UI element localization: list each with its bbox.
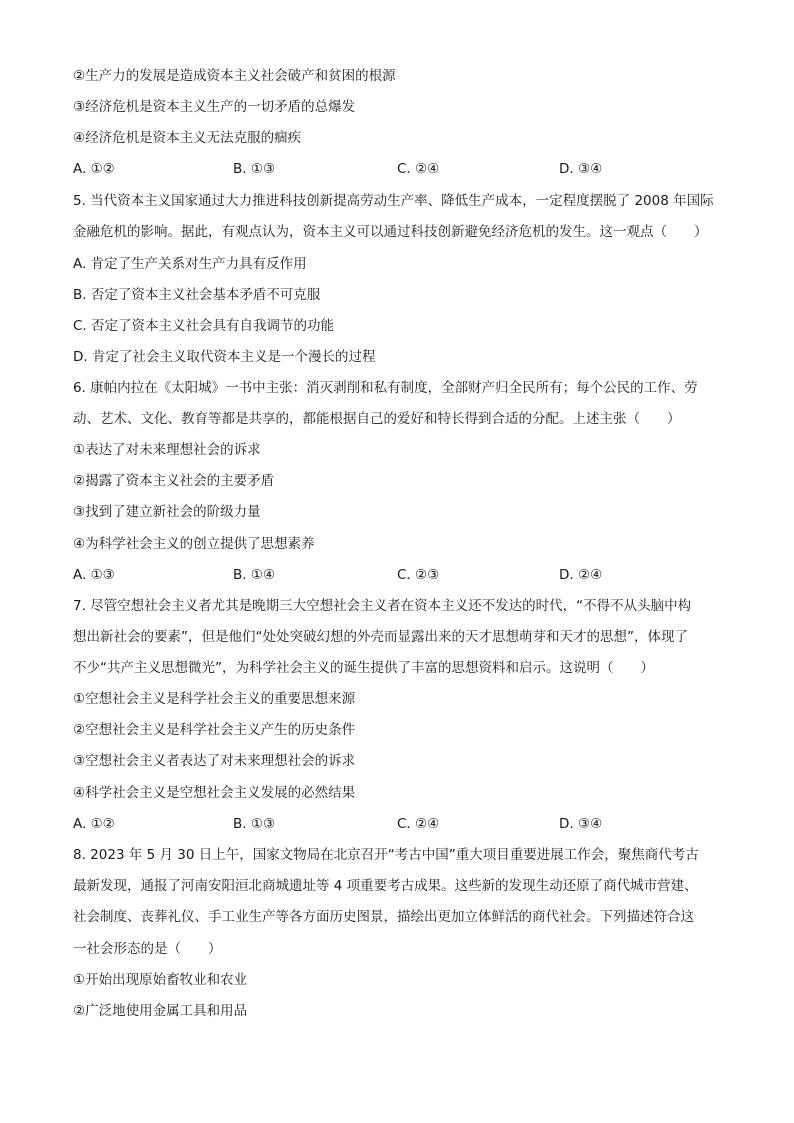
text-line: ①开始出现原始畜牧业和农业 — [73, 972, 248, 988]
option-a: A. ①② — [73, 816, 115, 832]
question-8-text: 8. 2023 年 5 月 30 日上午，国家文物局在北京召开“考古中国”重大项目重要进展工作会，聚焦商代考古 — [73, 847, 699, 863]
text-line: ②空想社会主义是科学社会主义产生的历史条件 — [73, 722, 356, 738]
question-6-text: 动、艺术、文化、教育等都是共享的，都能根据自己的爱好和特长得到合适的分配。上述主张（ ） — [73, 411, 681, 427]
question-7-text: 7. 尽管空想社会主义者尤其是晚期三大空想社会主义者在资本主义还不发达的时代，“不得不从头脑中构 — [73, 598, 692, 614]
option-c: C. ②④ — [397, 161, 440, 177]
option-d: D. ②④ — [559, 567, 603, 583]
option-d: D. ③④ — [559, 161, 603, 177]
text-line: ③找到了建立新社会的阶级力量 — [73, 504, 261, 520]
question-6-text: 6. 康帕内拉在《太阳城》一书中主张：消灭剥削和私有制度，全部财产归全民所有；每个公民的工作、劳 — [73, 380, 698, 396]
question-5-option-c: C. 否定了资本主义社会具有自我调节的功能 — [73, 318, 335, 334]
question-7-text: 想出新社会的要素”，但是他们“处处突破幻想的外壳而显露出来的天才思想萌芽和天才的思想”，体现了 — [73, 629, 688, 645]
text-line: ①表达了对未来理想社会的诉求 — [73, 442, 261, 458]
question-5-text: 5. 当代资本主义国家通过大力推进科技创新提高劳动生产率、降低生产成本，一定程度摆脱了 2008 年国际 — [73, 193, 714, 209]
text-line: ④科学社会主义是空想社会主义发展的必然结果 — [73, 785, 356, 801]
option-b: B. ①③ — [233, 816, 276, 832]
question-7-text: 不少“共产主义思想微光”，为科学社会主义的诞生提供了丰富的思想资料和启示。这说明（ ） — [73, 660, 654, 676]
question-8-text: 社会制度、丧葬礼仪、手工业生产等各方面历史图景，描绘出更加立体鲜活的商代社会。下列描述符合这 — [73, 909, 694, 925]
option-b: B. ①③ — [233, 161, 276, 177]
question-5-option-a: A. 肯定了生产关系对生产力具有反作用 — [73, 256, 307, 272]
text-line: ②生产力的发展是造成资本主义社会破产和贫困的根源 — [73, 68, 396, 84]
text-line: ③经济危机是资本主义生产的一切矛盾的总爆发 — [73, 99, 356, 115]
option-a: A. ①② — [73, 161, 115, 177]
option-c: C. ②④ — [397, 816, 440, 832]
question-5-option-d: D. 肯定了社会主义取代资本主义是一个漫长的过程 — [73, 349, 376, 365]
question-5-text: 金融危机的影响。据此，有观点认为，资本主义可以通过科技创新避免经济危机的发生。这一观点（ ） — [73, 224, 708, 240]
option-d: D. ③④ — [559, 816, 603, 832]
text-line: ②揭露了资本主义社会的主要矛盾 — [73, 473, 275, 489]
question-5-option-b: B. 否定了资本主义社会基本矛盾不可克服 — [73, 287, 321, 303]
question-8-text: 最新发现，通报了河南安阳洹北商城遗址等 4 项重要考古成果。这些新的发现生动还原了商代城市营建、 — [73, 878, 698, 894]
option-b: B. ①④ — [233, 567, 276, 583]
option-c: C. ②③ — [397, 567, 440, 583]
text-line: ④经济危机是资本主义无法克服的痼疾 — [73, 130, 302, 146]
text-line: ①空想社会主义是科学社会主义的重要思想来源 — [73, 691, 356, 707]
text-line: ②广泛地使用金属工具和用品 — [73, 1003, 248, 1019]
option-a: A. ①③ — [73, 567, 115, 583]
text-line: ④为科学社会主义的创立提供了思想素养 — [73, 536, 315, 552]
text-line: ③空想社会主义者表达了对未来理想社会的诉求 — [73, 753, 356, 769]
question-8-text: 一社会形态的是（ ） — [73, 941, 222, 957]
